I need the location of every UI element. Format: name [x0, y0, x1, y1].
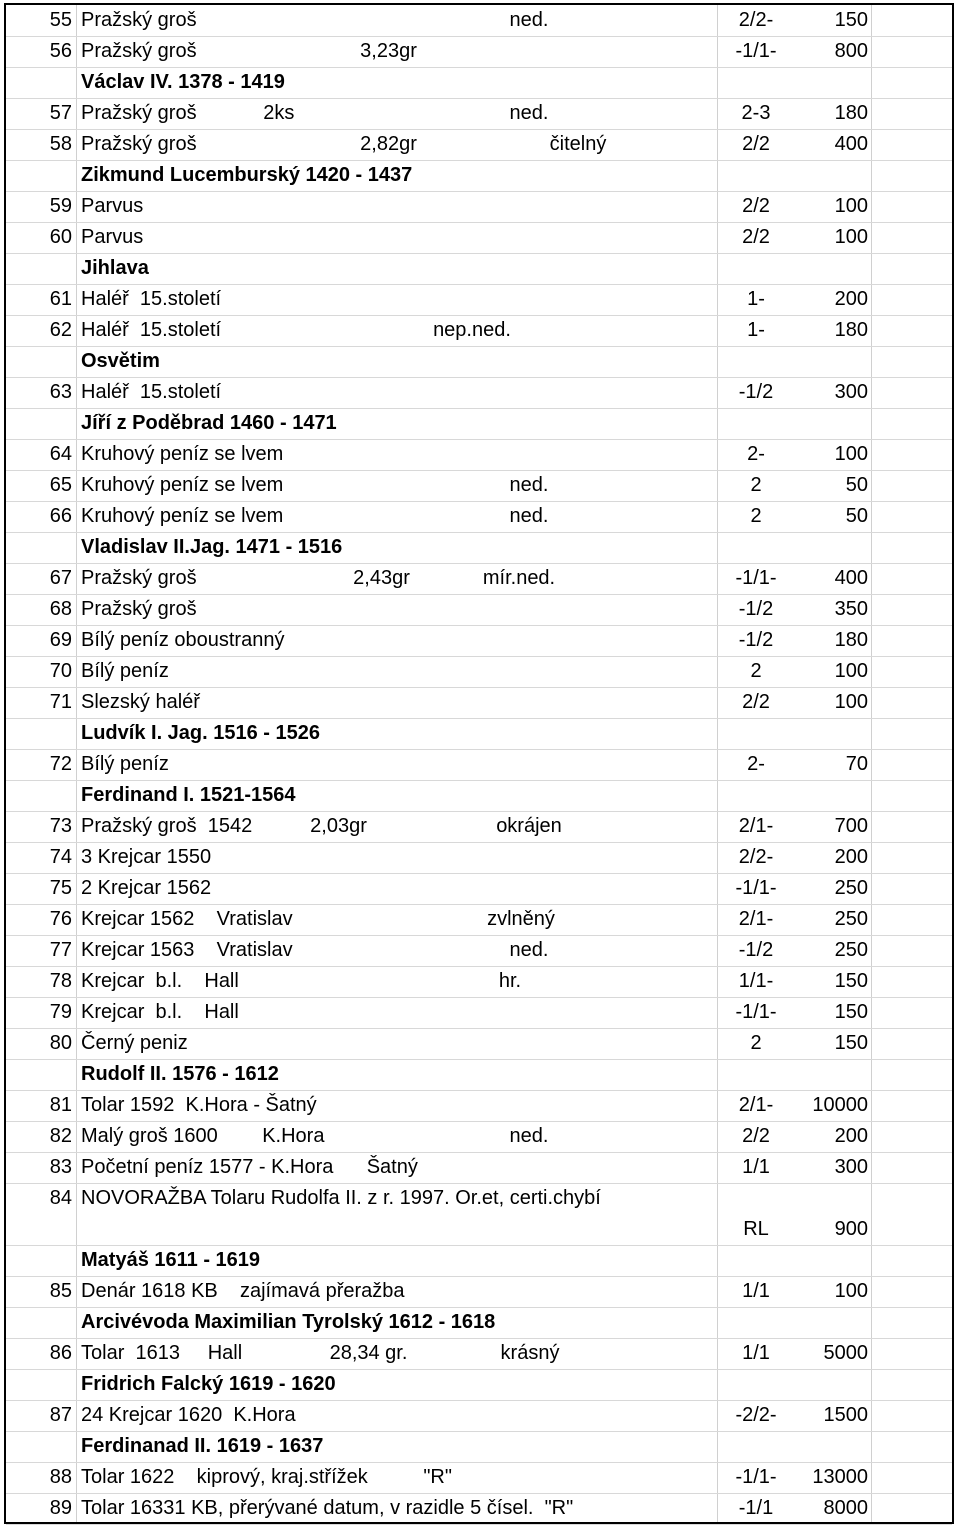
item-condition: mír.ned.	[482, 567, 556, 589]
section-title: Fridrich Falcký 1619 - 1620	[81, 1373, 336, 1395]
section-header	[6, 532, 952, 564]
item-grade: 2/2-	[738, 846, 774, 868]
item-grade: -1/1-	[735, 40, 777, 62]
item-number: 85	[49, 1280, 72, 1302]
item-price: 50	[845, 474, 868, 496]
item-condition: zvlněný	[487, 908, 555, 930]
item-grade: -1/1-	[735, 1466, 777, 1488]
item-description: Bílý peníz oboustranný	[81, 629, 285, 651]
section-header	[6, 1431, 952, 1463]
item-price: 200	[834, 288, 868, 310]
table-row	[6, 222, 952, 254]
item-description: Pražský groš	[81, 133, 197, 155]
item-description: Pražský groš	[81, 567, 197, 589]
table-row	[6, 1152, 952, 1184]
section-header	[6, 718, 952, 750]
table-row	[6, 284, 952, 316]
section-title: Ludvík I. Jag. 1516 - 1526	[81, 722, 321, 744]
item-description: Krejcar 1562 Vratislav	[81, 908, 293, 930]
item-price: 100	[834, 660, 868, 682]
section-header	[6, 1369, 952, 1401]
item-condition: okrájen	[496, 815, 562, 837]
item-grade: 2/1-	[738, 908, 774, 930]
item-price: 900	[834, 1218, 868, 1240]
item-grade: -1/2	[738, 629, 774, 651]
section-header	[6, 408, 952, 440]
item-price: 150	[834, 9, 868, 31]
table-row	[6, 1462, 952, 1494]
item-price: 100	[834, 195, 868, 217]
item-condition: ned.	[509, 505, 549, 527]
item-condition: ned.	[509, 102, 549, 124]
item-description: Kruhový peníz se lvem	[81, 443, 284, 465]
item-number: 61	[49, 288, 72, 310]
item-grade: 2	[750, 1032, 762, 1054]
item-grade: 2-	[747, 443, 765, 465]
table-row	[6, 811, 952, 843]
table-row	[6, 36, 952, 68]
section-header	[6, 160, 952, 192]
item-description: Tolar 1613 Hall	[81, 1342, 243, 1364]
table-row	[6, 1338, 952, 1370]
item-price: 150	[834, 970, 868, 992]
item-description: Pražský groš	[81, 9, 197, 31]
item-grade: 2	[750, 474, 762, 496]
table-row	[6, 749, 952, 781]
item-grade: 1/1	[742, 1342, 770, 1364]
item-condition: ned.	[509, 1125, 549, 1147]
item-grade: 1-	[747, 319, 765, 341]
item-price: 250	[834, 877, 868, 899]
table-row	[6, 1028, 952, 1060]
item-description: Haléř 15.století	[81, 381, 222, 403]
item-grade: -1/1-	[735, 1001, 777, 1023]
table-row	[6, 966, 952, 998]
item-number: 74	[49, 846, 72, 868]
item-description: Denár 1618 KB zajímavá přeražba	[81, 1280, 405, 1302]
item-number: 60	[49, 226, 72, 248]
item-description: 3 Krejcar 1550	[81, 846, 212, 868]
section-title: Ferdinanad II. 1619 - 1637	[81, 1435, 324, 1457]
section-header	[6, 253, 952, 285]
item-description: Malý groš 1600 K.Hora	[81, 1125, 325, 1147]
item-description: Pražský groš 1542	[81, 815, 253, 837]
item-price: 200	[834, 1125, 868, 1147]
item-grade: 2	[750, 660, 762, 682]
item-price: 800	[834, 40, 868, 62]
item-condition: ned.	[509, 474, 549, 496]
section-title: Václav IV. 1378 - 1419	[81, 71, 285, 93]
item-number: 56	[49, 40, 72, 62]
item-description: Pražský groš 2ks	[81, 102, 295, 124]
item-description: Početní peníz 1577 - K.Hora Šatný	[81, 1156, 418, 1178]
table-row	[6, 501, 952, 533]
item-number: 72	[49, 753, 72, 775]
section-title: Zikmund Lucemburský 1420 - 1437	[81, 164, 413, 186]
section-header	[6, 67, 952, 99]
item-price: 300	[834, 381, 868, 403]
section-title: Matyáš 1611 - 1619	[81, 1249, 261, 1271]
item-grade: 2/2	[742, 1125, 770, 1147]
item-description: Parvus	[81, 226, 144, 248]
item-grade: -1/1	[738, 1497, 774, 1519]
item-grade: 2/2	[742, 133, 770, 155]
item-description: Černý peniz	[81, 1032, 188, 1054]
section-title: Rudolf II. 1576 - 1612	[81, 1063, 279, 1085]
item-grade: 2/1-	[738, 815, 774, 837]
section-header	[6, 1307, 952, 1339]
item-price: 400	[834, 133, 868, 155]
item-number: 82	[49, 1125, 72, 1147]
item-description: 24 Krejcar 1620 K.Hora	[81, 1404, 296, 1426]
item-grade: 2/2	[742, 195, 770, 217]
section-title: Ferdinand I. 1521-1564	[81, 784, 296, 806]
item-condition: ned.	[509, 9, 549, 31]
item-number: 73	[49, 815, 72, 837]
price-list-sheet	[4, 3, 954, 1524]
item-weight: 28,34 gr.	[329, 1342, 408, 1364]
table-row	[6, 191, 952, 223]
table-row	[6, 470, 952, 502]
item-number: 57	[49, 102, 72, 124]
item-grade: 1-	[747, 288, 765, 310]
item-description: Tolar 1622 kiprový, kraj.střížek "R"	[81, 1466, 452, 1488]
table-row	[6, 935, 952, 967]
section-title: Arcivévoda Maximilian Tyrolský 1612 - 1618	[81, 1311, 496, 1333]
section-title: Jíří z Poděbrad 1460 - 1471	[81, 412, 337, 434]
item-price: 10000	[812, 1094, 868, 1116]
section-title: Vladislav II.Jag. 1471 - 1516	[81, 536, 343, 558]
item-description: Krejcar b.l. Hall	[81, 1001, 239, 1023]
item-number: 83	[49, 1156, 72, 1178]
item-price: 8000	[823, 1497, 868, 1519]
item-number: 65	[49, 474, 72, 496]
item-grade: -1/2	[738, 598, 774, 620]
item-grade: RL	[743, 1218, 769, 1240]
item-number: 71	[49, 691, 72, 713]
item-price: 180	[834, 319, 868, 341]
table-row	[6, 1121, 952, 1153]
item-description: Tolar 16331 KB, přerývané datum, v razidle 5 čísel. "R"	[81, 1497, 574, 1519]
table-row	[6, 656, 952, 688]
item-price: 700	[834, 815, 868, 837]
table-row	[6, 1400, 952, 1432]
item-description: Parvus	[81, 195, 144, 217]
item-grade: 2/2-	[738, 9, 774, 31]
item-description: Pražský groš	[81, 40, 197, 62]
item-number: 64	[49, 443, 72, 465]
item-grade: -1/1-	[735, 877, 777, 899]
item-number: 79	[49, 1001, 72, 1023]
table-row	[6, 873, 952, 905]
item-price: 200	[834, 846, 868, 868]
item-number: 58	[49, 133, 72, 155]
section-header	[6, 1245, 952, 1277]
item-price: 250	[834, 939, 868, 961]
item-price: 100	[834, 443, 868, 465]
item-description: Haléř 15.století	[81, 319, 222, 341]
table-row	[6, 377, 952, 409]
table-row	[6, 439, 952, 471]
table-row	[6, 842, 952, 874]
item-number: 59	[49, 195, 72, 217]
item-price: 100	[834, 226, 868, 248]
item-number: 62	[49, 319, 72, 341]
item-grade: 1/1-	[738, 970, 774, 992]
item-grade: -1/1-	[735, 567, 777, 589]
item-description: Pražský groš	[81, 598, 197, 620]
item-price: 150	[834, 1032, 868, 1054]
item-price: 1500	[823, 1404, 868, 1426]
item-price: 70	[845, 753, 868, 775]
section-header	[6, 1059, 952, 1091]
table-row	[6, 1183, 952, 1246]
item-description: Krejcar 1563 Vratislav	[81, 939, 293, 961]
item-number: 77	[49, 939, 72, 961]
item-number: 69	[49, 629, 72, 651]
item-weight: 2,03gr	[310, 815, 367, 837]
item-number: 80	[49, 1032, 72, 1054]
item-number: 89	[49, 1497, 72, 1519]
item-grade: 2/2	[742, 691, 770, 713]
section-header	[6, 346, 952, 378]
item-description: 2 Krejcar 1562	[81, 877, 212, 899]
table-row	[6, 687, 952, 719]
item-price: 50	[845, 505, 868, 527]
item-price: 350	[834, 598, 868, 620]
item-weight: 2,82gr	[360, 133, 417, 155]
section-title: Osvětim	[81, 350, 160, 372]
table-row	[6, 563, 952, 595]
item-description: Kruhový peníz se lvem	[81, 474, 284, 496]
item-number: 75	[49, 877, 72, 899]
table-row	[6, 625, 952, 657]
item-weight: 2,43gr	[353, 567, 410, 589]
item-number: 84	[49, 1187, 72, 1209]
table-row	[6, 1276, 952, 1308]
item-price: 150	[834, 1001, 868, 1023]
item-description: Bílý peníz	[81, 660, 169, 682]
item-number: 67	[49, 567, 72, 589]
item-number: 81	[49, 1094, 72, 1116]
table-row	[6, 129, 952, 161]
item-weight: 3,23gr	[360, 40, 417, 62]
item-number: 70	[49, 660, 72, 682]
item-description: Slezský haléř	[81, 691, 200, 713]
table-row	[6, 997, 952, 1029]
item-grade: 1/1	[742, 1280, 770, 1302]
item-price: 5000	[823, 1342, 868, 1364]
item-price: 300	[834, 1156, 868, 1178]
item-description: Tolar 1592 K.Hora - Šatný	[81, 1094, 317, 1116]
item-number: 88	[49, 1466, 72, 1488]
table-row	[6, 1090, 952, 1122]
table-row	[6, 1493, 952, 1525]
item-price: 180	[834, 102, 868, 124]
item-grade: 2/1-	[738, 1094, 774, 1116]
item-price: 100	[834, 1280, 868, 1302]
item-grade: 2	[750, 505, 762, 527]
item-grade: -2/2-	[735, 1404, 777, 1426]
item-grade: 2/2	[742, 226, 770, 248]
table-row	[6, 904, 952, 936]
item-price: 400	[834, 567, 868, 589]
item-condition: krásný	[500, 1342, 560, 1364]
item-condition: ned.	[509, 939, 549, 961]
table-row	[6, 315, 952, 347]
item-price: 13000	[812, 1466, 868, 1488]
item-grade: -1/2	[738, 381, 774, 403]
item-condition: nep.ned.	[433, 319, 511, 341]
table-row	[6, 5, 952, 37]
item-price: 180	[834, 629, 868, 651]
item-grade: -1/2	[738, 939, 774, 961]
item-description: Kruhový peníz se lvem	[81, 505, 284, 527]
item-price: 100	[834, 691, 868, 713]
item-grade: 2-	[747, 753, 765, 775]
item-price: 250	[834, 908, 868, 930]
item-number: 86	[49, 1342, 72, 1364]
table-row	[6, 98, 952, 130]
item-number: 76	[49, 908, 72, 930]
item-number: 55	[49, 9, 72, 31]
item-number: 63	[49, 381, 72, 403]
section-header	[6, 780, 952, 812]
item-condition: hr.	[498, 970, 522, 992]
item-number: 87	[49, 1404, 72, 1426]
item-description: NOVORAŽBA Tolaru Rudolfa II. z r. 1997. Or.et, certi.chybí	[81, 1187, 601, 1209]
item-grade: 1/1	[742, 1156, 770, 1178]
item-number: 66	[49, 505, 72, 527]
table-row	[6, 594, 952, 626]
item-description: Haléř 15.století	[81, 288, 222, 310]
item-number: 78	[49, 970, 72, 992]
item-grade: 2-3	[741, 102, 771, 124]
item-condition: čitelný	[549, 133, 607, 155]
item-number: 68	[49, 598, 72, 620]
section-title: Jihlava	[81, 257, 149, 279]
item-description: Krejcar b.l. Hall	[81, 970, 239, 992]
item-description: Bílý peníz	[81, 753, 169, 775]
